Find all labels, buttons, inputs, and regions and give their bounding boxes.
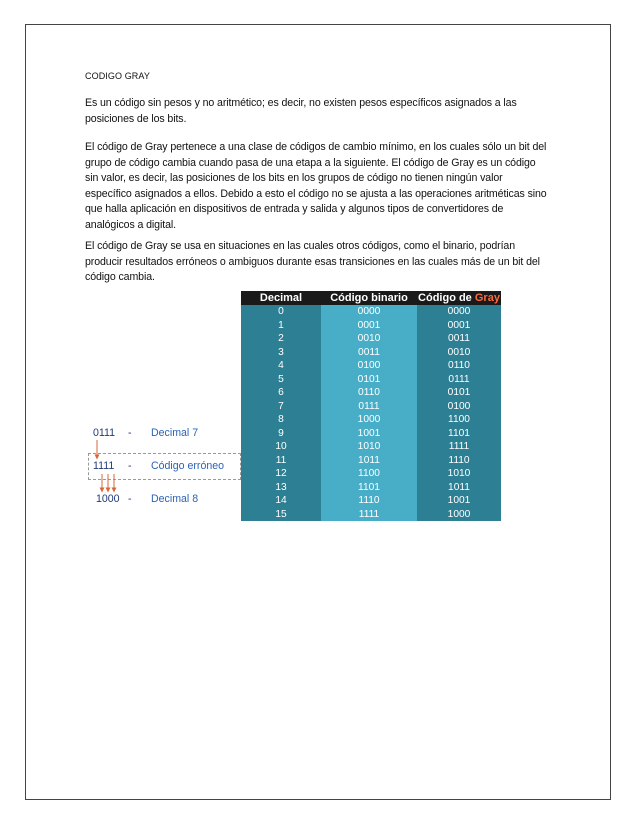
binary-cell: 0011 xyxy=(321,346,417,360)
desc-decimal-8: Decimal 8 xyxy=(151,493,199,505)
decimal-cell: 14 xyxy=(241,494,321,508)
gray-cell: 0100 xyxy=(417,400,501,414)
gray-cell: 1000 xyxy=(417,508,501,522)
table-row xyxy=(241,481,501,495)
binary-cell: 0110 xyxy=(321,386,417,400)
paragraph-minimum-change: El código de Gray pertenece a una clase de códigos de cambio mínimo, en los cuales sólo un bit del grupo de código cambia cuando pasa de una etapa a la siguiente. El código de Gray es un código sin valor, es decir, las posiciones de los bits en los grupos de código no tienen ningún valor específico asignados a ellos. Debido a esto el código no se ajusta a las operaciones aritméticas sino que halla aplicación en dispositivos de entrada y salida y algunos tipos de convertidores de analógicos a digital. xyxy=(85,141,547,231)
binary-cell: 1111 xyxy=(321,508,417,522)
table-row xyxy=(241,440,501,454)
table-row xyxy=(241,427,501,441)
decimal-cell: 15 xyxy=(241,508,321,522)
binary-cell: 1011 xyxy=(321,454,417,468)
header-gray-prefix: Código de xyxy=(418,292,472,304)
table-row xyxy=(241,494,501,508)
table-row xyxy=(241,346,501,360)
decimal-cell: 9 xyxy=(241,427,321,441)
binary-cell: 0000 xyxy=(321,305,417,319)
gray-cell: 0101 xyxy=(417,386,501,400)
gray-cell: 0010 xyxy=(417,346,501,360)
gray-cell: 0001 xyxy=(417,319,501,333)
table-row xyxy=(241,359,501,373)
desc-decimal-7: Decimal 7 xyxy=(151,427,199,439)
decimal-cell: 7 xyxy=(241,400,321,414)
table-header-row xyxy=(241,291,501,305)
gray-code-table xyxy=(241,291,501,521)
gray-cell: 1111 xyxy=(417,440,501,454)
table-row xyxy=(241,454,501,468)
table-row xyxy=(241,305,501,319)
paragraph-definition: Es un código sin pesos y no aritmético; es decir, no existen pesos específicos asignados a las posiciones de los bits. xyxy=(85,97,517,125)
binary-cell: 1110 xyxy=(321,494,417,508)
header-gray xyxy=(417,291,501,305)
table-row xyxy=(241,319,501,333)
code-1000: 1000 xyxy=(96,493,120,505)
binary-cell: 1100 xyxy=(321,467,417,481)
desc-erroneous: Código erróneo xyxy=(151,460,225,472)
table-row xyxy=(241,332,501,346)
decimal-cell: 13 xyxy=(241,481,321,495)
binary-cell: 1001 xyxy=(321,427,417,441)
decimal-cell: 8 xyxy=(241,413,321,427)
decimal-cell: 1 xyxy=(241,319,321,333)
decimal-cell: 6 xyxy=(241,386,321,400)
decimal-cell: 3 xyxy=(241,346,321,360)
decimal-cell: 12 xyxy=(241,467,321,481)
paragraph-usage: El código de Gray se usa en situaciones en las cuales otros códigos, como el binario, podrían producir resultados erróneos o ambiguos durante esas transiciones en las cuales más de un bit del código cambia. xyxy=(85,240,540,284)
document-heading: CODIGO GRAY xyxy=(85,71,150,81)
binary-cell: 0100 xyxy=(321,359,417,373)
decimal-cell: 4 xyxy=(241,359,321,373)
gray-cell: 0111 xyxy=(417,373,501,387)
header-gray-word: Gray xyxy=(474,292,500,304)
dash-2: - xyxy=(128,460,132,472)
gray-cell: 1010 xyxy=(417,467,501,481)
gray-cell: 0000 xyxy=(417,305,501,319)
gray-cell: 1100 xyxy=(417,413,501,427)
binary-cell: 0010 xyxy=(321,332,417,346)
gray-cell: 0110 xyxy=(417,359,501,373)
table-row xyxy=(241,508,501,522)
dash-3: - xyxy=(128,493,132,505)
table-row xyxy=(241,400,501,414)
decimal-cell: 5 xyxy=(241,373,321,387)
header-decimal: Decimal xyxy=(241,291,321,305)
decimal-cell: 11 xyxy=(241,454,321,468)
code-0111: 0111 xyxy=(93,427,115,439)
gray-cell: 1110 xyxy=(417,454,501,468)
code-1111: 1111 xyxy=(93,460,115,472)
decimal-cell: 2 xyxy=(241,332,321,346)
binary-cell: 1101 xyxy=(321,481,417,495)
binary-cell: 1010 xyxy=(321,440,417,454)
table-row xyxy=(241,373,501,387)
table-row xyxy=(241,413,501,427)
binary-cell: 0111 xyxy=(321,400,417,414)
gray-cell: 1011 xyxy=(417,481,501,495)
binary-cell: 0001 xyxy=(321,319,417,333)
header-binary: Código binario xyxy=(321,291,417,305)
dash-1: - xyxy=(128,427,132,439)
decimal-cell: 0 xyxy=(241,305,321,319)
table-row xyxy=(241,386,501,400)
decimal-cell: 10 xyxy=(241,440,321,454)
binary-cell: 0101 xyxy=(321,373,417,387)
binary-cell: 1000 xyxy=(321,413,417,427)
table-row xyxy=(241,467,501,481)
transition-arrows xyxy=(85,438,125,498)
gray-cell: 0011 xyxy=(417,332,501,346)
gray-cell: 1101 xyxy=(417,427,501,441)
gray-cell: 1001 xyxy=(417,494,501,508)
